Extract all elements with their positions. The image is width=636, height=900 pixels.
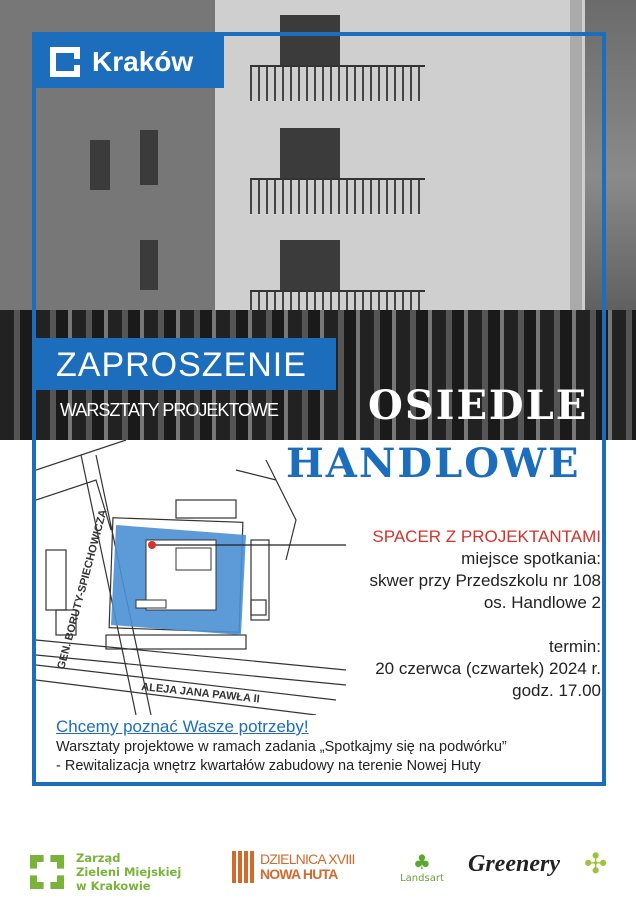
- project-line1: Warsztaty projektowe w ramach zadania „Spotkajmy się na podwórku”: [56, 739, 507, 755]
- bottom-text: [56, 716, 507, 776]
- landsart-logo: [396, 851, 448, 884]
- title-osiedle: OSIEDLE: [368, 382, 589, 429]
- krakow-logo: [36, 36, 224, 88]
- walk-heading: SPACER Z PROJEKTANTAMI: [372, 527, 601, 546]
- needs-link[interactable]: Chcemy poznać Wasze potrzeby!: [56, 717, 309, 736]
- title-handlowe: HANDLOWE: [286, 440, 581, 487]
- sponsor-logos: [0, 845, 636, 893]
- event-info: [370, 526, 601, 702]
- landsart-text: Landsart: [400, 873, 444, 884]
- place-line1: skwer przy Przedszkolu nr 108: [369, 571, 601, 590]
- leaf-icon: ♣: [413, 850, 431, 874]
- workshop-subtitle: WARSZTATY PROJEKTOWE: [60, 400, 279, 420]
- dzielnica-line: DZIELNICA XVIII: [260, 851, 355, 867]
- invitation-banner: ZAPROSZENIE: [36, 338, 336, 390]
- zzm-line: Zarząd: [76, 851, 121, 865]
- krakow-logo-icon: [50, 47, 80, 77]
- greenery-pattern-icon: ✣: [584, 847, 608, 880]
- location-map: [36, 440, 346, 715]
- zzm-line: w Krakowie: [76, 879, 151, 893]
- date-label: termin:: [549, 637, 601, 656]
- krakow-logo-text: Kraków: [92, 46, 194, 77]
- event-date: 20 czerwca (czwartek) 2024 r.: [375, 659, 601, 678]
- zzm-icon: [30, 855, 64, 889]
- meeting-point-marker: [148, 541, 156, 549]
- place-line2: os. Handlowe 2: [483, 593, 601, 612]
- zzm-line: Zieleni Miejskiej: [76, 865, 182, 879]
- nowa-huta-logo: [232, 851, 355, 883]
- castle-icon: [232, 851, 254, 883]
- greenery-logo: Greenery: [468, 851, 560, 877]
- place-label: miejsce spotkania:: [461, 549, 601, 568]
- zzm-logo: [30, 851, 181, 893]
- street-label-jana-pawla: ALEJA JANA PAWŁA II: [140, 681, 261, 706]
- street-label-boruty: GEN. BORUTY-SPIECHOWICZA: [55, 508, 110, 671]
- event-time: godz. 17.00: [512, 681, 601, 700]
- dzielnica-line: NOWA HUTA: [260, 866, 338, 882]
- project-line2: - Rewitalizacja wnętrz kwartałów zabudowy na terenie Nowej Huty: [56, 758, 481, 774]
